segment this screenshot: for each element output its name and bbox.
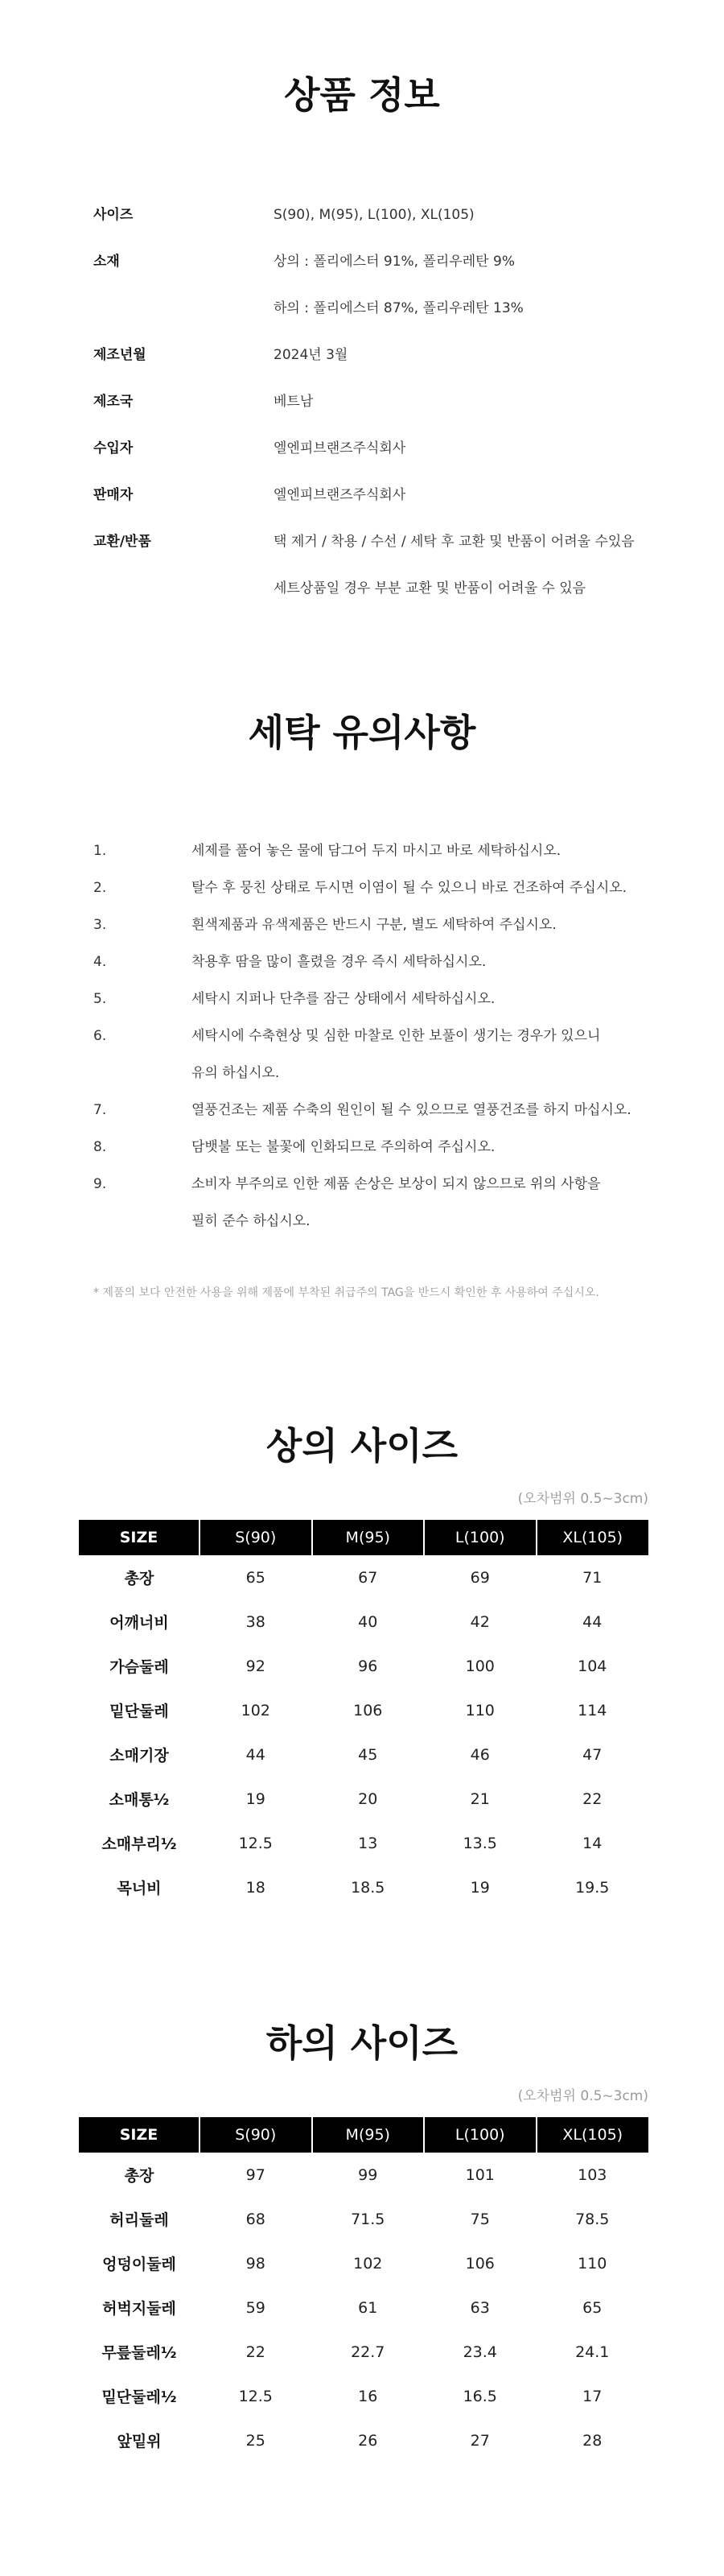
cell: 63 [470,2298,490,2317]
table-row [79,1600,648,1644]
care-item [0,950,724,974]
care-item-continued [0,1209,724,1233]
top-size-tolerance: (오차범위 0.5~3cm) [517,1491,648,1507]
cell: 42 [470,1612,490,1631]
cell: 100 [465,1657,495,1675]
table-row [79,2374,648,2418]
cell: 24.1 [575,2343,610,2361]
info-value: S(90), M(95), L(100), XL(105) [274,207,475,223]
cell: 18 [245,1878,265,1897]
header-m95: M(95) [312,2117,425,2153]
cell: 110 [465,1701,495,1719]
row-label: 밑단둘레 [109,1703,169,1720]
product-info-title: 상품 정보 [284,73,440,117]
care-item [0,1172,724,1196]
care-text: 세탁시 지퍼나 단추를 잠근 상태에서 세탁하십시오. [191,991,496,1007]
cell: 102 [241,1701,270,1719]
cell: 61 [358,2298,378,2317]
care-footnote: * 제품의 보다 안전한 사용을 위해 제품에 부착된 취급주의 TAG을 반드시 확인한 후 사용하여 주십시오. [93,1286,599,1299]
info-label: 사이즈 [93,207,134,223]
row-label: 엉덩이둘레 [102,2256,176,2273]
cell: 18.5 [351,1878,385,1897]
info-value: 2024년 3월 [274,347,348,363]
header-m95: M(95) [312,1520,425,1555]
table-row [79,2241,648,2285]
cell: 78.5 [575,2210,610,2228]
info-label: 제조국 [93,394,134,410]
table-row [79,1865,648,1909]
care-item [0,876,724,900]
cell: 14 [582,1834,603,1852]
cell: 46 [470,1745,490,1764]
cell: 12.5 [238,2387,273,2405]
cell: 40 [358,1612,378,1631]
care-item [0,1024,724,1048]
cell: 38 [245,1612,265,1631]
row-label: 밑단둘레½ [101,2388,177,2406]
care-text: 소비자 부주의로 인한 제품 손상은 보상이 되지 않으므로 위의 사항을 [191,1176,601,1192]
info-row-exchange-return [0,530,724,554]
row-label: 총장 [124,1570,154,1587]
row-label: 허리둘레 [109,2211,169,2229]
cell: 103 [578,2165,607,2184]
cell: 71 [582,1568,603,1587]
info-value: 엘엔피브랜즈주식회사 [274,440,406,456]
cell: 65 [245,1568,265,1587]
care-text: 유의 하십시오. [191,1065,280,1081]
row-label: 소매부리½ [101,1835,177,1853]
cell: 99 [358,2165,378,2184]
info-label: 수입자 [93,440,134,456]
cell: 114 [578,1701,607,1719]
info-row-manufacture-date [0,343,724,367]
info-label: 소재 [93,254,120,270]
cell: 69 [470,1568,490,1587]
cell: 75 [470,2210,490,2228]
info-label: 교환/반품 [93,534,151,550]
cell: 110 [578,2254,607,2273]
care-text: 열풍건조는 제품 수축의 원인이 될 수 있으므로 열풍건조를 하지 마십시오. [191,1102,631,1118]
cell: 59 [245,2298,265,2317]
cell: 20 [358,1790,378,1808]
row-label: 허벅지둘레 [102,2300,176,2318]
header-l100: L(100) [424,2117,537,2153]
row-label: 소매기장 [109,1747,169,1765]
info-value: 엘엔피브랜즈주식회사 [274,487,406,503]
info-label: 판매자 [93,487,134,503]
row-label: 앞밑위 [117,2433,162,2450]
cell: 45 [358,1745,378,1764]
bottom-size-tolerance: (오차범위 0.5~3cm) [517,2088,648,2104]
cell: 98 [245,2254,265,2273]
info-value: 택 제거 / 착용 / 수선 / 세탁 후 교환 및 반품이 어려울 수있음 [274,534,635,550]
cell: 25 [245,2431,265,2450]
care-number: 3. [93,917,107,933]
care-number: 1. [93,843,107,859]
info-row-country [0,390,724,414]
cell: 19 [470,1878,490,1897]
cell: 23.4 [463,2343,497,2361]
info-row-material-bottom [0,296,724,320]
row-label: 어깨너비 [109,1614,169,1632]
bottom-size-table [79,2117,648,2462]
care-item [0,987,724,1011]
care-number: 6. [93,1028,107,1044]
cell: 19.5 [575,1878,610,1897]
care-text: 흰색제품과 유색제품은 반드시 구분, 별도 세탁하여 주십시오. [191,917,557,933]
care-title: 세탁 유의사항 [248,711,476,754]
cell: 44 [582,1612,603,1631]
table-row [79,1777,648,1821]
care-text: 탈수 후 뭉친 상태로 두시면 이염이 될 수 있으니 바로 건조하여 주십시오. [191,880,627,896]
cell: 13 [358,1834,378,1852]
info-row-exchange-return-set [0,576,724,601]
care-text: 세제를 풀어 놓은 물에 담그어 두지 마시고 바로 세탁하십시오. [191,843,562,859]
care-item [0,913,724,937]
row-label: 목너비 [117,1880,162,1897]
care-text: 착용후 땀을 많이 흘렸을 경우 즉시 세탁하십시오. [191,954,487,970]
header-size: SIZE [79,1520,200,1555]
table-row [79,1821,648,1865]
care-number: 2. [93,880,107,896]
cell: 92 [245,1657,265,1675]
cell: 68 [245,2210,265,2228]
care-item [0,839,724,863]
cell: 106 [465,2254,495,2273]
row-label: 가슴둘레 [109,1658,169,1676]
row-label: 무릎둘레½ [101,2344,177,2362]
cell: 21 [470,1790,490,1808]
table-row [79,1555,648,1600]
cell: 22 [582,1790,603,1808]
header-xl105: XL(105) [537,2117,649,2153]
cell: 106 [353,1701,383,1719]
care-number: 5. [93,991,107,1007]
row-label: 소매통½ [109,1791,170,1809]
care-item-continued [0,1061,724,1085]
cell: 44 [245,1745,265,1764]
cell: 102 [353,2254,383,2273]
table-row [79,1688,648,1732]
cell: 17 [582,2387,603,2405]
top-size-table [79,1520,648,1909]
info-row-importer [0,436,724,460]
info-label: 제조년월 [93,347,146,363]
cell: 19 [245,1790,265,1808]
info-value: 하의 : 폴리에스터 87%, 폴리우레탄 13% [274,300,524,316]
cell: 26 [358,2431,378,2450]
care-text: 필히 준수 하십시오. [191,1213,311,1229]
care-number: 7. [93,1102,107,1118]
table-row [79,2153,648,2197]
header-size: SIZE [79,2117,200,2153]
header-s90: S(90) [200,2117,312,2153]
table-header-row [79,2117,648,2153]
header-l100: L(100) [424,1520,537,1555]
cell: 12.5 [238,1834,273,1852]
row-label: 총장 [124,2167,154,2185]
table-header-row [79,1520,648,1555]
table-row [79,1644,648,1688]
care-text: 담뱃불 또는 불꽃에 인화되므로 주의하여 주십시오. [191,1139,496,1155]
care-text: 세탁시에 수축현상 및 심한 마찰로 인한 보풀이 생기는 경우가 있으니 [191,1028,601,1044]
info-row-seller [0,483,724,507]
care-number: 4. [93,954,107,970]
cell: 28 [582,2431,603,2450]
cell: 101 [465,2165,495,2184]
cell: 13.5 [463,1834,497,1852]
info-value: 베트남 [274,394,314,410]
cell: 22 [245,2343,265,2361]
cell: 22.7 [351,2343,385,2361]
info-value: 상의 : 폴리에스터 91%, 폴리우레탄 9% [274,254,515,270]
cell: 27 [470,2431,490,2450]
table-row [79,2197,648,2241]
table-row [79,2285,648,2330]
care-item [0,1098,724,1122]
top-size-title: 상의 사이즈 [265,1424,459,1468]
bottom-size-title: 하의 사이즈 [265,2021,459,2065]
care-number: 9. [93,1176,107,1192]
cell: 97 [245,2165,265,2184]
info-row-size [0,203,724,227]
cell: 16.5 [463,2387,497,2405]
cell: 67 [358,1568,378,1587]
cell: 96 [358,1657,378,1675]
cell: 47 [582,1745,603,1764]
cell: 16 [358,2387,378,2405]
header-s90: S(90) [200,1520,312,1555]
cell: 65 [582,2298,603,2317]
info-row-material [0,250,724,274]
table-row [79,2418,648,2462]
info-value: 세트상품일 경우 부분 교환 및 반품이 어려울 수 있음 [274,580,586,597]
header-xl105: XL(105) [537,1520,649,1555]
table-row [79,2330,648,2374]
cell: 71.5 [351,2210,385,2228]
care-number: 8. [93,1139,107,1155]
table-row [79,1732,648,1777]
cell: 104 [578,1657,607,1675]
care-item [0,1135,724,1159]
